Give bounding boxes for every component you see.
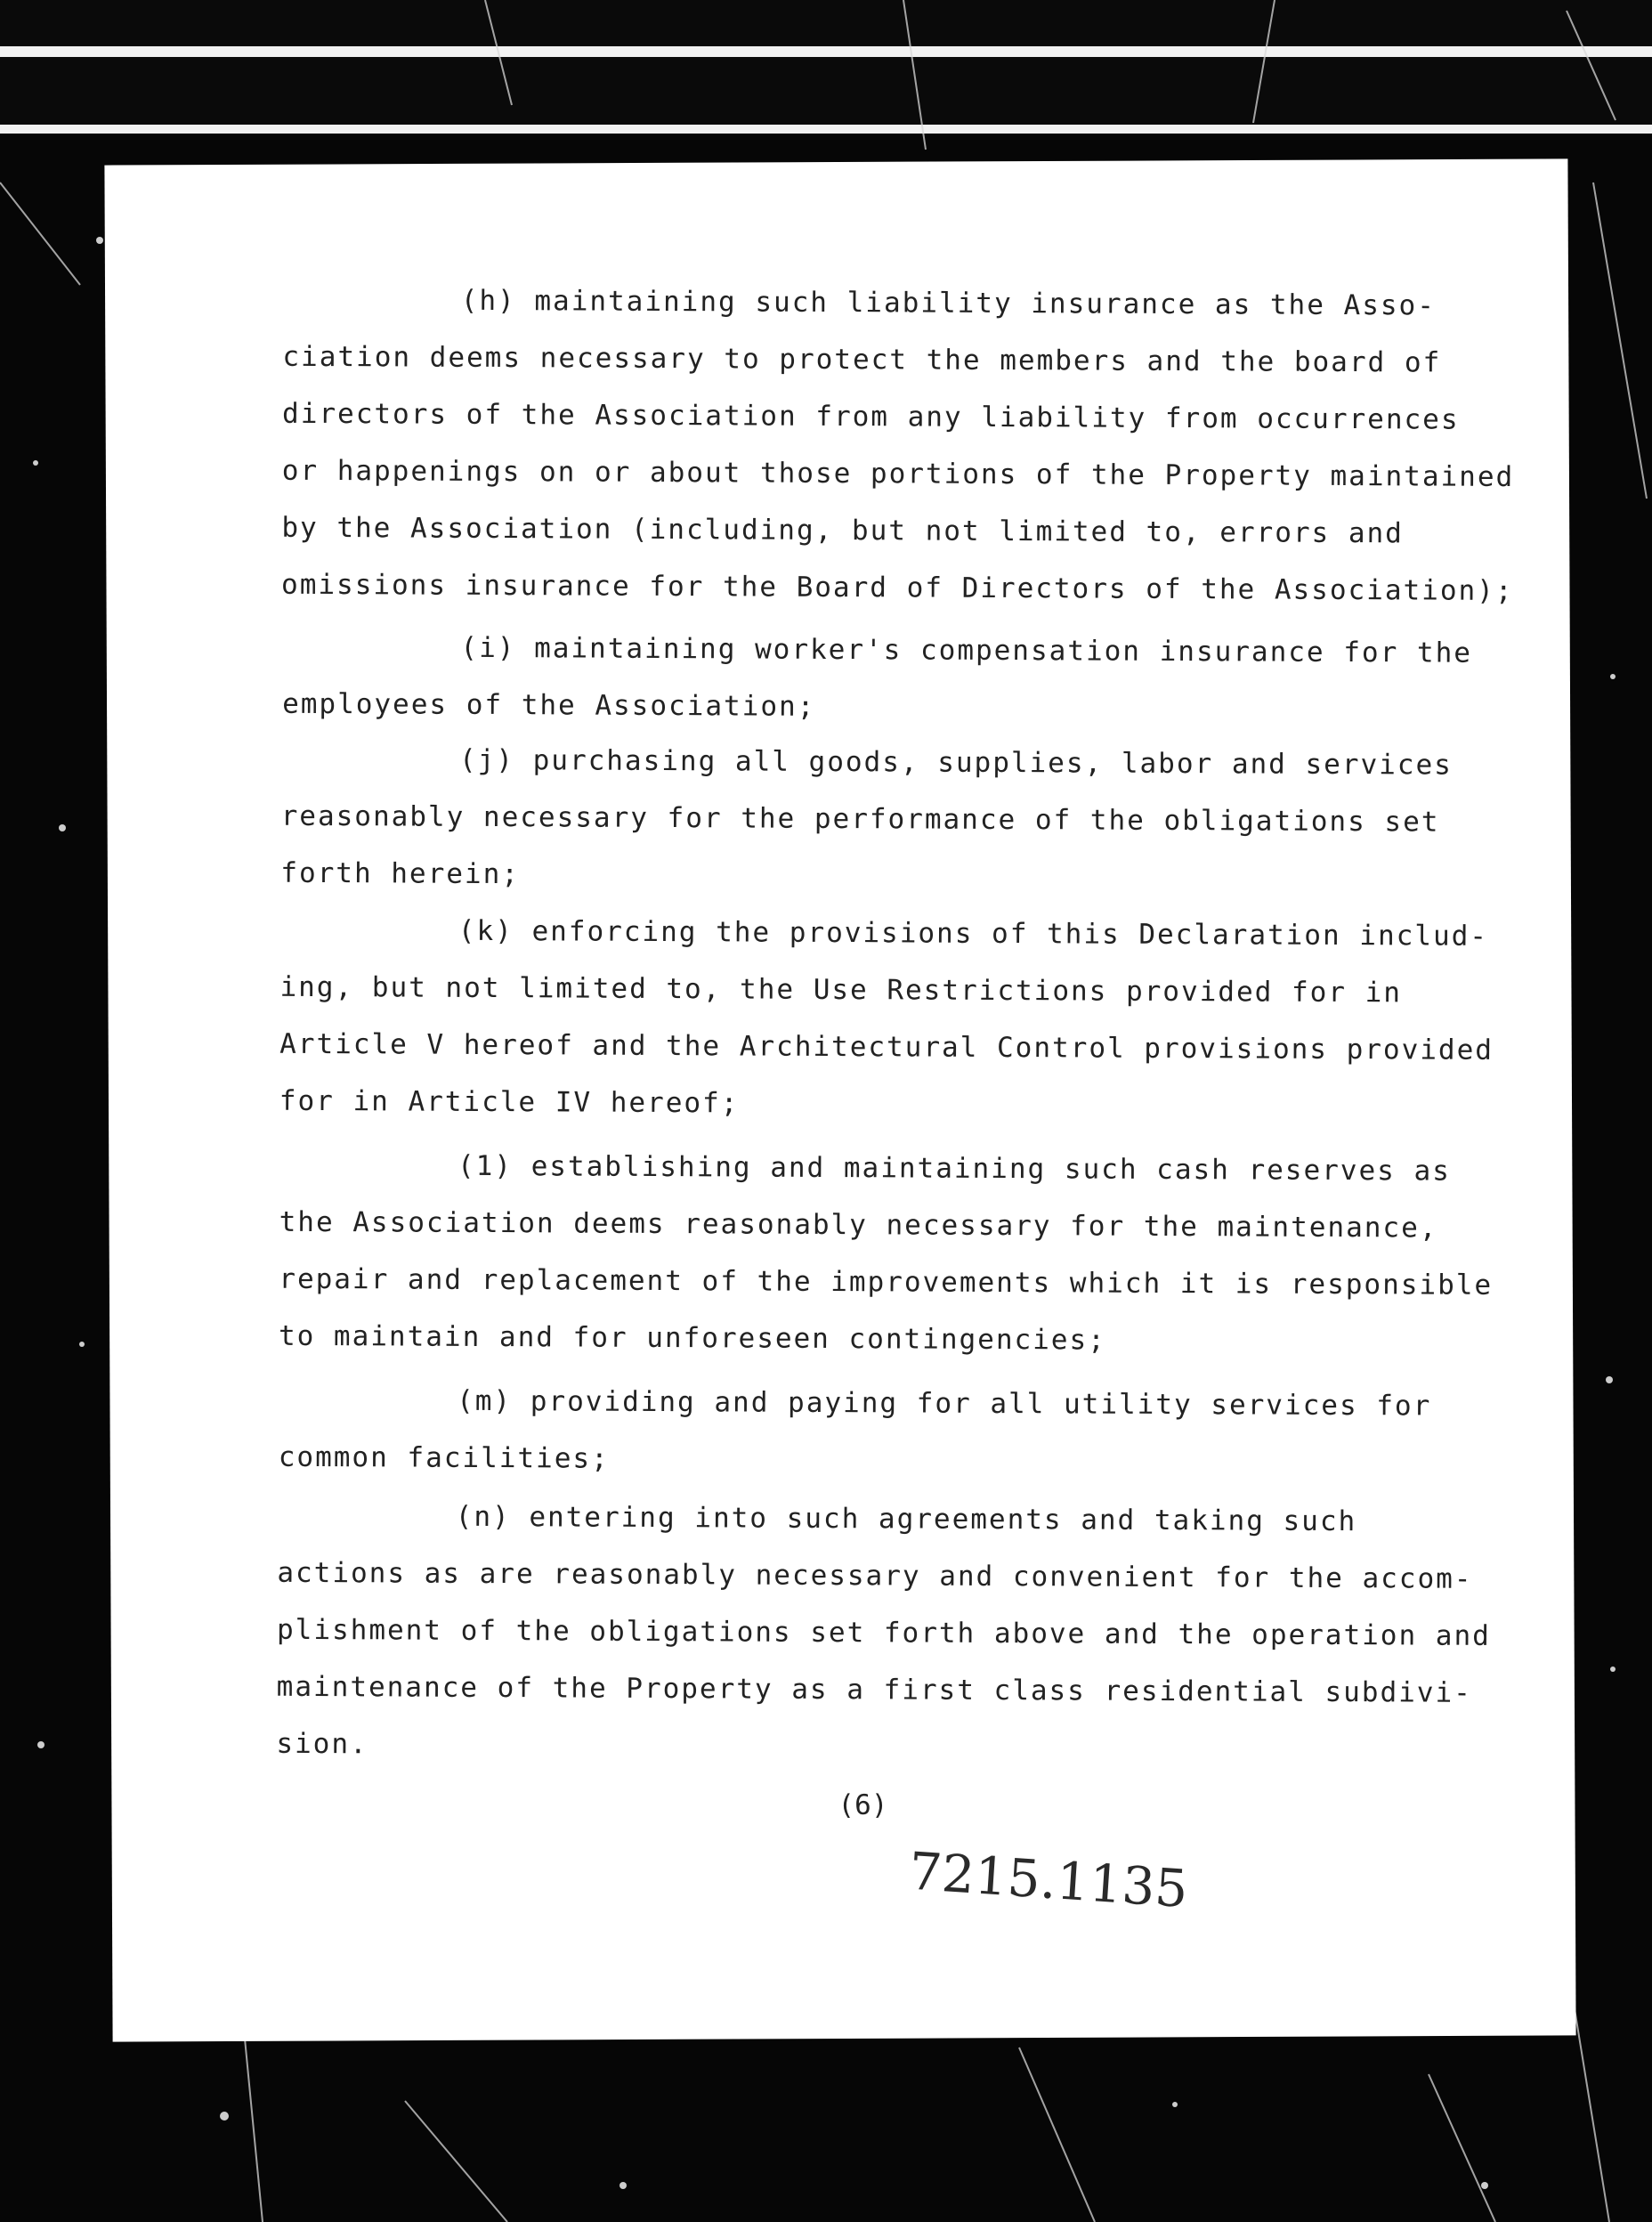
text-line: maintenance of the Property as a first class residential subdivi- [276, 1670, 1472, 1709]
text-line: by the Association (including, but not limited to, errors and [281, 511, 1404, 550]
text-line: for in Article IV hereof; [279, 1084, 740, 1120]
text-line: actions as are reasonably necessary and convenient for the accom- [277, 1556, 1473, 1595]
recording-stamp: 7215.1135 [907, 1840, 1190, 1920]
text-line: Article V hereof and the Architectural Control provisions provided [279, 1027, 1494, 1066]
text-line: (1) establishing and maintaining such cash reserves as [457, 1149, 1451, 1188]
text-line: plishment of the obligations set forth above and the operation and [276, 1613, 1491, 1652]
text-line: (n) entering into such agreements and taking such [455, 1500, 1357, 1538]
text-line: (k) enforcing the provisions of this Declaration includ- [458, 914, 1489, 953]
text-line: (h) maintaining such liability insurance as the Asso- [460, 284, 1437, 322]
text-line: ing, but not limited to, the Use Restrictions provided for in [279, 970, 1403, 1010]
text-line: forth herein; [280, 856, 521, 891]
text-line: ciation deems necessary to protect the members and the board of [282, 340, 1442, 379]
text-line: omissions insurance for the Board of Directors of the Association); [280, 568, 1514, 607]
text-line: or happenings on or about those portions of the Property maintained [281, 454, 1515, 493]
text-line: (j) purchasing all goods, supplies, labor and services [458, 743, 1453, 782]
text-line: directors of the Association from any liability from occurrences [281, 397, 1460, 436]
paragraph-m [279, 1372, 1432, 1492]
paragraph-j [280, 731, 1453, 908]
paragraph-i [282, 619, 1472, 739]
text-line: employees of the Association; [282, 687, 816, 723]
document-page [104, 158, 1575, 2041]
paragraph-n [276, 1488, 1491, 1779]
text-line: reasonably necessary for the performance of the obligations set [280, 799, 1440, 839]
text-line: to maintain and for unforeseen contingencies; [278, 1319, 1106, 1357]
paragraph-l [279, 1137, 1494, 1371]
text-line: (i) maintaining worker's compensation insurance for the [460, 631, 1473, 669]
text-line: the Association deems reasonably necessary for the maintenance, [279, 1205, 1438, 1245]
page-number: (6) [838, 1788, 888, 1822]
paragraph-h [281, 272, 1515, 620]
paragraph-k [279, 902, 1494, 1136]
text-line: (m) providing and paying for all utility services for [457, 1384, 1432, 1423]
text-line: repair and replacement of the improvements which it is responsible [279, 1262, 1494, 1302]
text-line: sion. [276, 1727, 368, 1761]
text-line: common facilities; [278, 1440, 610, 1475]
